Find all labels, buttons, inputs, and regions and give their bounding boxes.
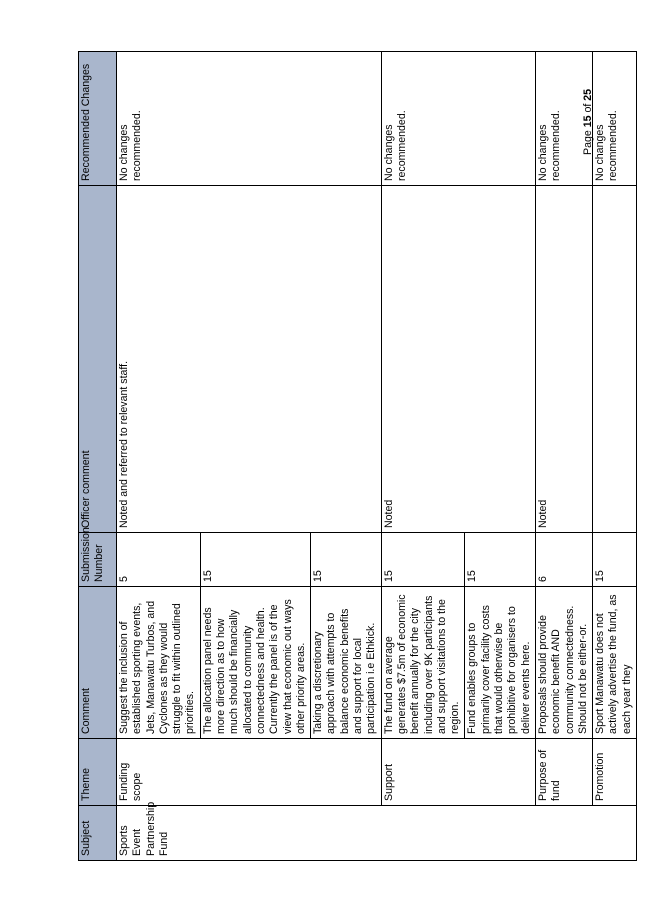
header-recommended-changes: Recommended Changes	[79, 52, 117, 186]
theme-cell: Support	[381, 739, 535, 806]
officer-comment-cell: Noted	[381, 186, 535, 533]
comment-cell: Sport Manawatu does not actively advertise the fund, as each year they	[593, 587, 637, 739]
page-total: 25	[582, 88, 594, 101]
header-theme: Theme	[79, 739, 117, 806]
officer-comment-cell: Noted	[535, 186, 592, 533]
page-prefix: Page	[582, 130, 594, 155]
submission-number-cell: 15	[200, 533, 310, 587]
comment-cell: The fund on average generates $7.5m of economic benefit annually for the city including over 9K participants and support visitations to the region.	[381, 587, 465, 739]
page-of: of	[582, 103, 594, 113]
officer-comment-cell: Noted and referred to relevant staff.	[117, 186, 382, 533]
table-row	[117, 52, 201, 861]
header-comment: Comment	[79, 587, 117, 739]
header-subject: Subject	[79, 806, 117, 861]
table-row	[381, 52, 465, 861]
comment-cell: Proposals should provide economic benefit AND community connectedness. Should not be either-or.	[535, 587, 592, 739]
recommended-changes-cell: No changes recommended.	[117, 52, 382, 186]
recommended-changes-cell: No changes recommended.	[381, 52, 535, 186]
header-submission-number: Submission Number	[79, 533, 117, 587]
table-row	[593, 52, 637, 861]
page-current: 15	[582, 115, 594, 128]
submission-number-cell: 15	[311, 533, 381, 587]
submission-number-cell: 15	[593, 533, 637, 587]
comment-cell: Suggest the inclusion of established sporting events, Jets, Manawatu Turbos, and Cyclones as they would struggle to fit within outlined priorities.	[117, 587, 201, 739]
theme-cell: Purpose of fund	[535, 739, 592, 806]
subject-cell: Sports Event Partnership Fund	[117, 806, 637, 861]
recommended-changes-cell: No changes recommended.	[593, 52, 637, 186]
table-row	[535, 52, 592, 861]
header-officer-comment: Officer comment	[79, 186, 117, 533]
submission-number-cell: 5	[117, 533, 201, 587]
submission-number-cell: 6	[535, 533, 592, 587]
officer-comment-cell	[593, 186, 637, 533]
submission-number-cell: 15	[381, 533, 465, 587]
page-number	[582, 89, 594, 155]
header-row	[79, 52, 117, 861]
submission-number-cell: 15	[465, 533, 535, 587]
theme-cell: Promotion	[593, 739, 637, 806]
theme-cell: Funding scope	[117, 739, 382, 806]
comment-cell: The allocation panel needs more direction as to how much should be financially allocated to community connectedness and health. Currently the panel is of the view that economic out ways other priority areas.	[200, 587, 310, 739]
recommended-changes-cell: No changes recommended.	[535, 52, 592, 186]
submissions-table	[78, 51, 637, 861]
comment-cell: Fund enables groups to primarily cover facility costs that would otherwise be prohibitive for organisers to deliver events here.	[465, 587, 535, 739]
comment-cell: Taking a discretionary approach with attempts to balance economic benefits and support for local participation i.e Ethkick.	[311, 587, 381, 739]
